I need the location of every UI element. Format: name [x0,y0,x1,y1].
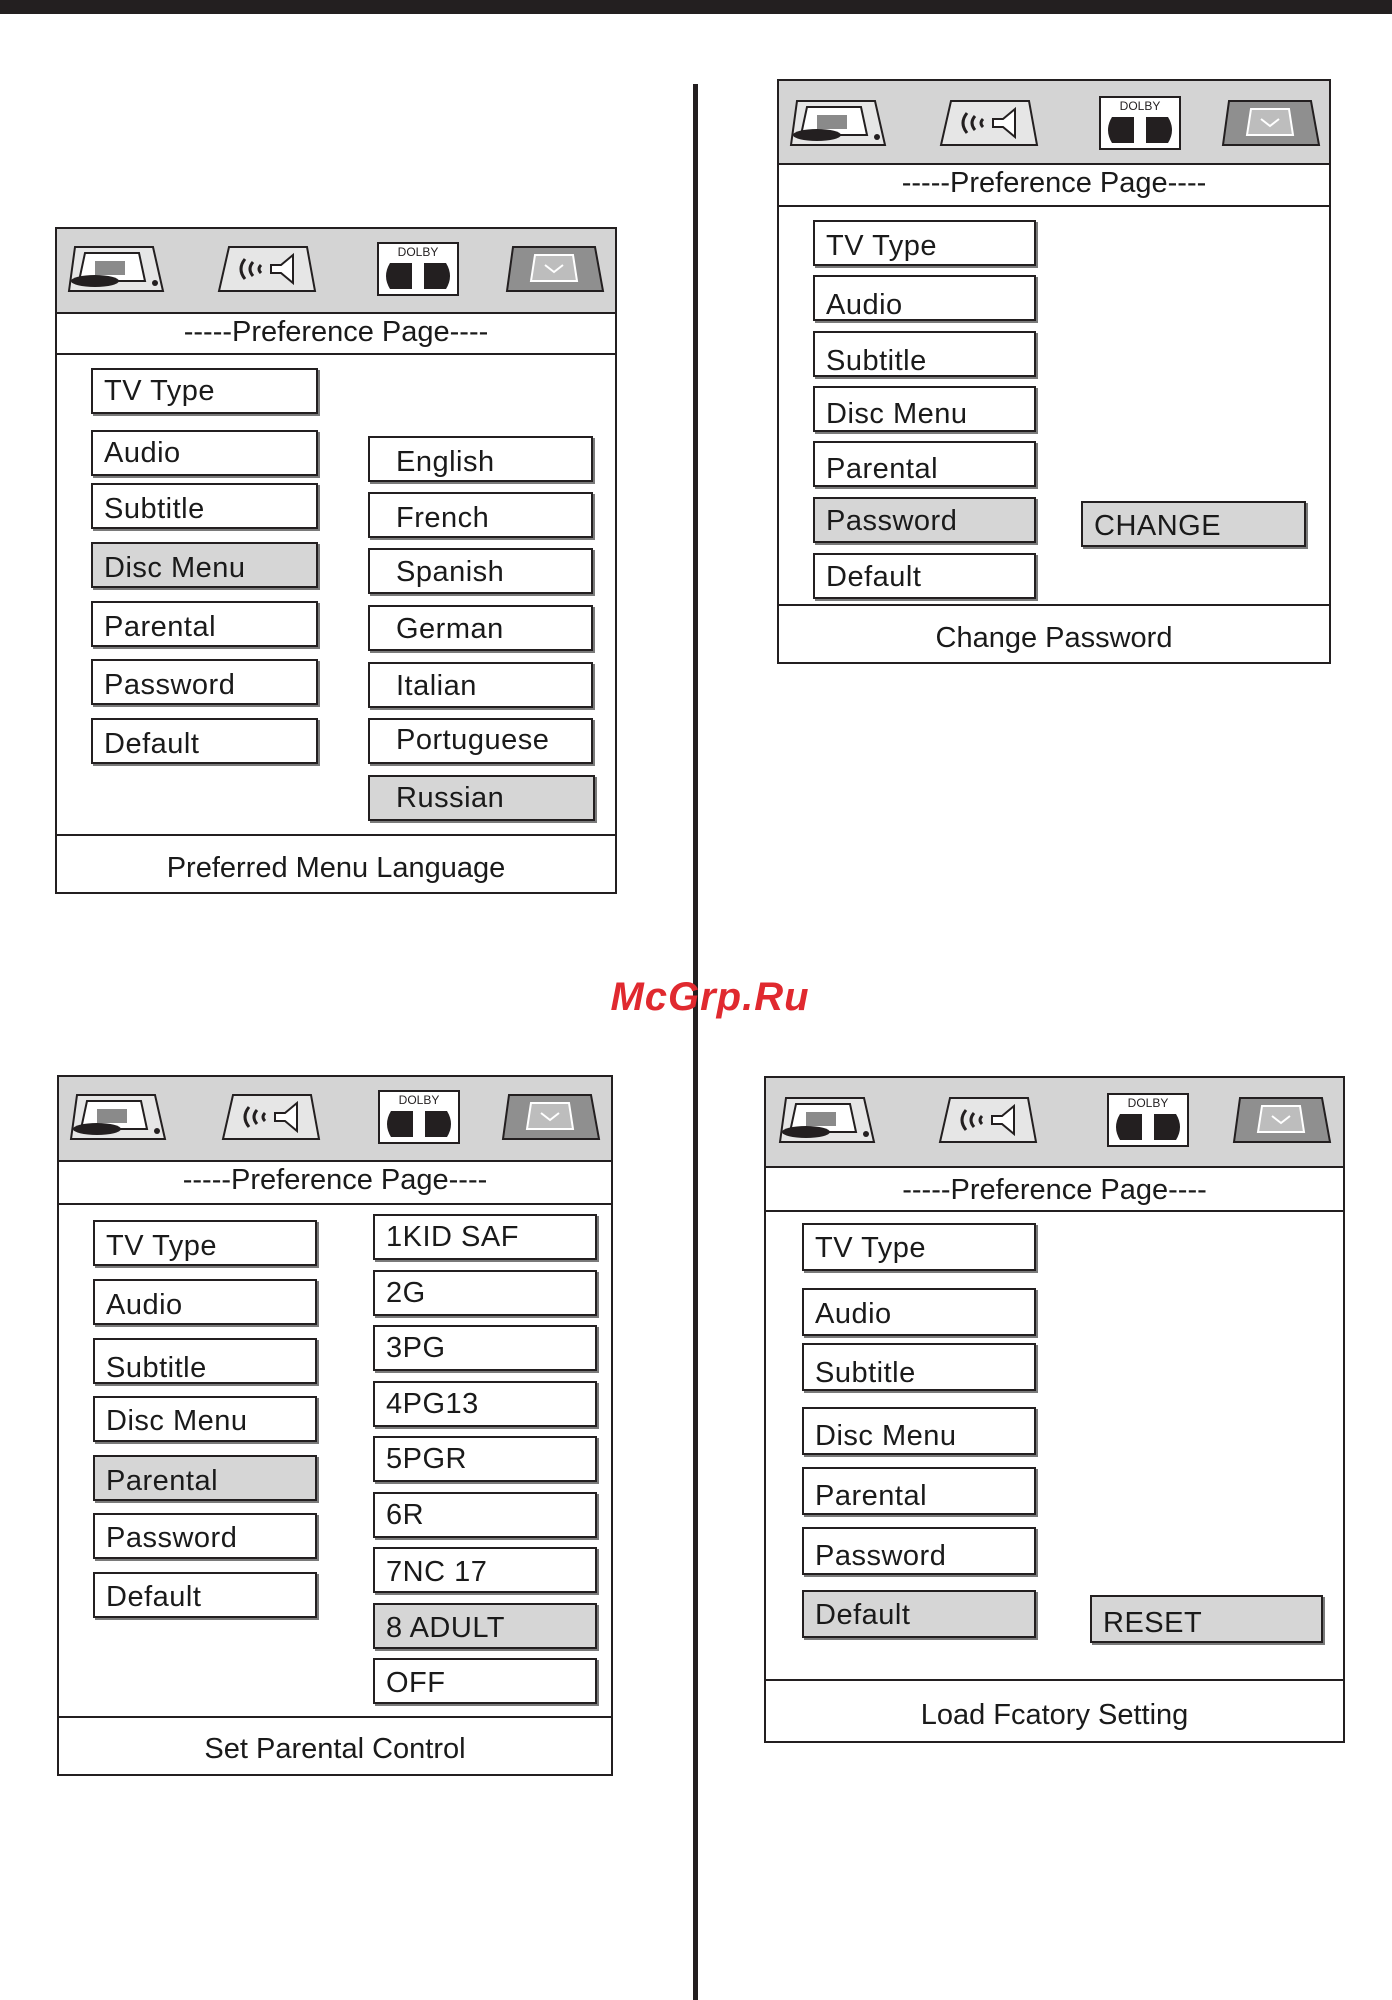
option-russian[interactable]: Russian [368,775,595,821]
menu-item-default[interactable]: Default [93,1572,317,1618]
dolby-label: DOLBY [398,1093,440,1107]
menu-item-subtitle[interactable]: Subtitle [813,331,1036,377]
speaker-sound-icon[interactable] [215,241,319,297]
dolby-icon[interactable] [374,239,462,299]
speaker-sound-icon[interactable] [219,1089,323,1145]
page-title: -----Preference Page---- [57,312,615,355]
icon-bar [59,1077,611,1162]
menu-item-tv-type[interactable]: TV Type [93,1220,317,1266]
option-3pg[interactable]: 3PG [373,1325,597,1371]
menu-item-audio[interactable]: Audio [93,1279,317,1325]
dolby-icon[interactable] [1096,93,1184,153]
dolby-icon[interactable] [375,1087,463,1147]
menu-item-subtitle[interactable]: Subtitle [93,1338,317,1384]
menu-item-tv-type[interactable]: TV Type [91,368,318,414]
option-italian[interactable]: Italian [368,662,593,708]
option-french[interactable]: French [368,492,593,538]
page-title: -----Preference Page---- [59,1160,611,1205]
menu-item-password[interactable]: Password [91,659,318,705]
option-6r[interactable]: 6R [373,1492,597,1538]
panel-load-factory [764,1076,1345,1743]
option-5pgr[interactable]: 5PGR [373,1436,597,1482]
speaker-sound-icon[interactable] [936,1092,1040,1148]
option-7nc-17[interactable]: 7NC 17 [373,1547,597,1593]
panel-parental-control [57,1075,613,1776]
panel-change-password [777,79,1331,664]
menu-item-tv-type[interactable]: TV Type [813,220,1036,266]
tv-screen-icon[interactable] [65,241,169,297]
menu-item-disc-menu[interactable]: Disc Menu [91,542,318,588]
preference-icon[interactable] [499,1089,603,1145]
option-off[interactable]: OFF [373,1658,597,1704]
option-portuguese[interactable]: Portuguese [368,718,593,764]
menu-item-parental[interactable]: Parental [802,1467,1036,1515]
option-german[interactable]: German [368,605,593,651]
option-4pg13[interactable]: 4PG13 [373,1381,597,1427]
menu-item-default[interactable]: Default [813,553,1036,599]
watermark: McGrp.Ru [610,975,810,1019]
menu-item-parental[interactable]: Parental [813,441,1036,487]
menu-item-disc-menu[interactable]: Disc Menu [93,1396,317,1442]
menu-item-parental[interactable]: Parental [91,601,318,647]
page-title: -----Preference Page---- [766,1166,1343,1212]
preference-icon[interactable] [1230,1092,1334,1148]
footer-description: Set Parental Control [59,1716,611,1774]
menu-item-audio[interactable]: Audio [802,1288,1036,1336]
dolby-icon[interactable] [1104,1090,1192,1150]
tv-screen-icon[interactable] [787,95,891,151]
option-2g[interactable]: 2G [373,1270,597,1316]
menu-item-tv-type[interactable]: TV Type [802,1223,1036,1271]
page-top-bar [0,0,1392,14]
page-title: -----Preference Page---- [779,163,1329,207]
option-english[interactable]: English [368,436,593,482]
speaker-sound-icon[interactable] [937,95,1041,151]
menu-item-subtitle[interactable]: Subtitle [802,1343,1036,1391]
menu-item-password[interactable]: Password [93,1513,317,1559]
column-divider [693,84,698,2000]
footer-description: Preferred Menu Language [57,834,615,892]
menu-item-password[interactable]: Password [813,497,1036,543]
footer-description: Load Fcatory Setting [766,1679,1343,1741]
footer-description: Change Password [779,604,1329,662]
menu-item-parental[interactable]: Parental [93,1455,317,1501]
menu-item-disc-menu[interactable]: Disc Menu [813,386,1036,432]
tv-screen-icon[interactable] [67,1089,171,1145]
menu-item-default[interactable]: Default [91,718,318,764]
menu-item-default[interactable]: Default [802,1590,1036,1638]
tv-screen-icon[interactable] [776,1092,880,1148]
preference-icon[interactable] [1219,95,1323,151]
menu-item-subtitle[interactable]: Subtitle [91,483,318,529]
option-1kid-saf[interactable]: 1KID SAF [373,1214,597,1260]
menu-item-disc-menu[interactable]: Disc Menu [802,1407,1036,1455]
panel-menu-language [55,227,617,894]
menu-item-audio[interactable]: Audio [813,275,1036,321]
change-button[interactable]: CHANGE [1081,501,1306,547]
icon-bar [57,229,615,314]
dolby-label: DOLBY [1127,1096,1169,1110]
dolby-label: DOLBY [397,245,439,259]
preference-icon[interactable] [503,241,607,297]
option-8-adult[interactable]: 8 ADULT [373,1603,597,1649]
menu-item-password[interactable]: Password [802,1527,1036,1575]
icon-bar [779,81,1329,165]
option-spanish[interactable]: Spanish [368,548,593,594]
dolby-label: DOLBY [1119,99,1161,113]
menu-item-audio[interactable]: Audio [91,430,318,476]
icon-bar [766,1078,1343,1168]
reset-button[interactable]: RESET [1090,1595,1323,1643]
